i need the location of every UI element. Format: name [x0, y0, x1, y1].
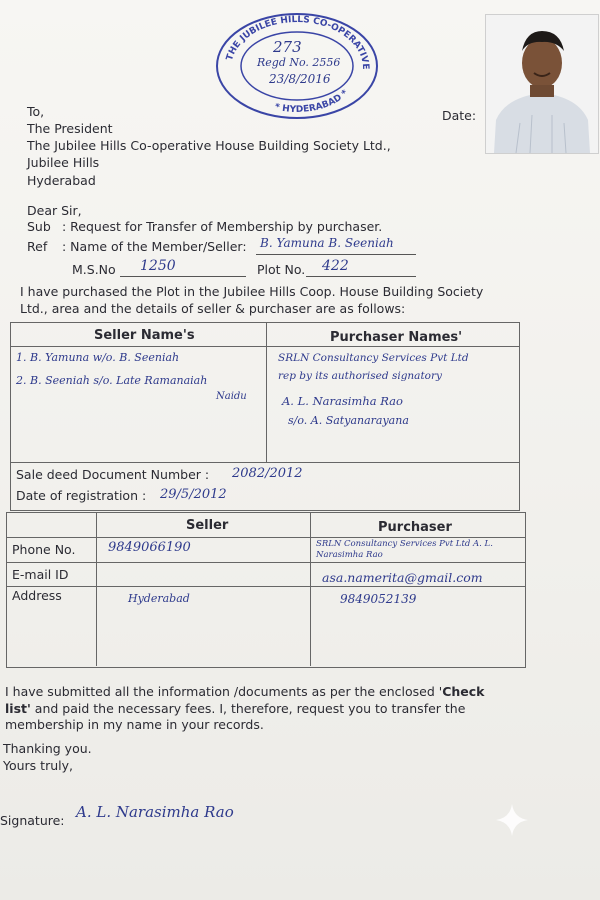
salutation: Dear Sir,: [27, 203, 82, 218]
sale-deed-value: 2082/2012: [232, 466, 303, 481]
subject-text: : Request for Transfer of Membership by purchaser.: [62, 219, 383, 234]
address-to: To,: [27, 104, 45, 119]
seller-names-header: Seller Name's: [94, 328, 195, 343]
purchaser-name-2: rep by its authorised signatory: [278, 370, 442, 382]
ms-label: M.S.No: [72, 262, 116, 277]
stamp-date: 23/8/2016: [269, 72, 331, 86]
contact-seller-header: Seller: [186, 518, 229, 533]
seller-name-1: 1. B. Yamuna w/o. B. Seeniah: [16, 351, 180, 364]
closing-line-2: list' and paid the necessary fees. I, therefore, request you to transfer the: [5, 701, 466, 716]
purchaser-names-header: Purchaser Names': [330, 330, 463, 345]
address-line-1: The President: [27, 121, 113, 136]
svg-text:* HYDERABAD *: * HYDERABAD *: [273, 88, 351, 116]
ref-label: Ref: [27, 239, 48, 254]
society-seal-stamp: [213, 8, 381, 120]
stamp-number: 273: [273, 38, 302, 56]
ms-value: 1250: [140, 258, 176, 274]
subject-label: Sub: [27, 219, 51, 234]
sparkle-icon: [494, 802, 530, 838]
contact-details-table: [6, 512, 526, 668]
plot-label: Plot No.: [257, 262, 306, 277]
contact-purchaser-header: Purchaser: [378, 520, 452, 535]
address-line-4: Hyderabad: [27, 173, 96, 188]
svg-text:THE JUBILEE HILLS CO-OPERATIVE: THE JUBILEE HILLS CO-OPERATIVE: [224, 14, 371, 70]
thanking-you: Thanking you.: [3, 741, 92, 756]
sale-deed-label: Sale deed Document Number :: [16, 467, 210, 482]
address-label: Address: [12, 588, 62, 603]
purchaser-email: asa.namerita@gmail.com: [322, 570, 483, 585]
address-line-3: Jubilee Hills: [27, 155, 100, 170]
email-label: E-mail ID: [12, 567, 69, 582]
intro-line-1: I have purchased the Plot in the Jubilee Hills Coop. House Building Society: [20, 284, 484, 299]
purchaser-name-1: SRLN Consultancy Services Pvt Ltd: [278, 352, 469, 364]
registration-value: 29/5/2012: [160, 487, 227, 502]
seller-name-2-cont: Naidu: [216, 391, 247, 402]
closing-line-3: membership in my name in your records.: [5, 717, 264, 732]
member-label: : Name of the Member/Seller:: [62, 239, 247, 254]
yours-truly: Yours truly,: [3, 758, 73, 773]
plot-value: 422: [322, 258, 349, 274]
seller-name-2: 2. B. Seeniah s/o. Late Ramanaiah: [16, 374, 208, 387]
closing-line-1: I have submitted all the information /documents as per the enclosed 'Check: [5, 684, 485, 699]
seller-phone: 9849066190: [108, 540, 191, 555]
address-line-2: The Jubilee Hills Co-operative House Building Society Ltd.,: [27, 138, 391, 153]
phone-label: Phone No.: [12, 542, 76, 557]
registration-label: Date of registration :: [16, 488, 147, 503]
stamp-regd-number: Regd No. 2556: [257, 56, 341, 69]
purchaser-name-3: A. L. Narasimha Rao: [282, 394, 403, 408]
purchaser-address: 9849052139: [340, 592, 417, 606]
date-label: Date:: [442, 108, 477, 123]
purchaser-name-4: s/o. A. Satyanarayana: [288, 414, 409, 427]
seller-address: Hyderabad: [128, 592, 190, 605]
applicant-photo: [485, 14, 599, 154]
signature-label: Signature:: [0, 813, 65, 828]
intro-line-2: Ltd., area and the details of seller & purchaser are as follows:: [20, 301, 406, 316]
member-value: B. Yamuna B. Seeniah: [260, 236, 394, 250]
purchaser-phone: SRLN Consultancy Services Pvt Ltd A. L. Narasimha Rao: [316, 539, 493, 560]
signature: A. L. Narasimha Rao: [76, 803, 234, 821]
